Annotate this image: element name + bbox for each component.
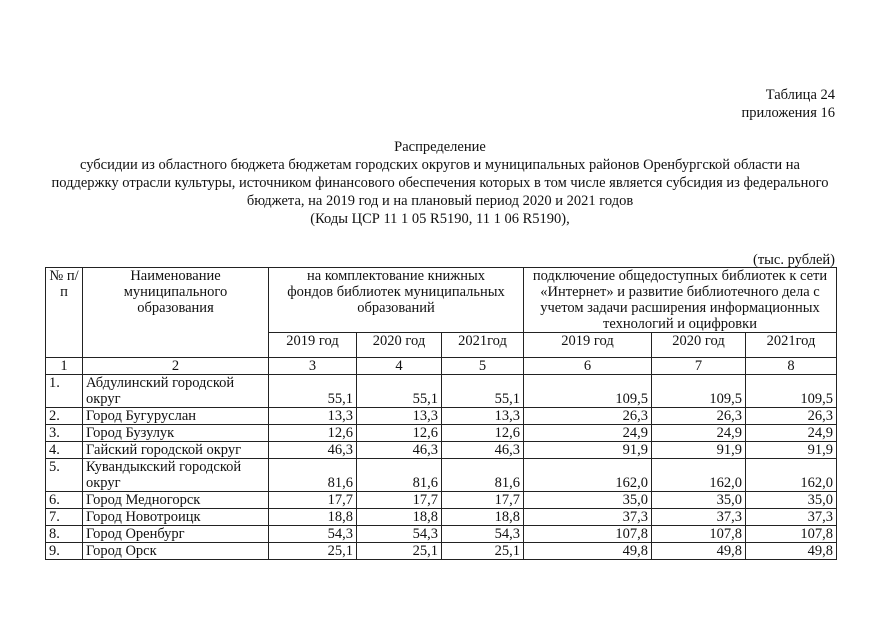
row-number: 1. <box>46 375 83 408</box>
amount-cell: 13,3 <box>269 408 357 425</box>
amount-cell: 17,7 <box>442 492 524 509</box>
row-number: 6. <box>46 492 83 509</box>
amount-cell: 49,8 <box>524 543 652 560</box>
amount-cell: 91,9 <box>746 442 837 459</box>
table-row <box>46 375 837 408</box>
year-header: 2020 год <box>652 333 746 358</box>
amount-cell: 49,8 <box>746 543 837 560</box>
amount-cell: 24,9 <box>652 425 746 442</box>
amount-cell: 25,1 <box>269 543 357 560</box>
column-number: 7 <box>652 358 746 375</box>
row-number: 5. <box>46 459 83 492</box>
amount-cell: 18,8 <box>442 509 524 526</box>
header-book-funds: на комплектование книжных фондов библиотек муниципальных образований <box>269 268 524 333</box>
amount-cell: 26,3 <box>524 408 652 425</box>
table-row <box>46 442 837 459</box>
amount-cell: 54,3 <box>442 526 524 543</box>
table-row <box>46 526 837 543</box>
amount-cell: 91,9 <box>524 442 652 459</box>
amount-cell: 26,3 <box>652 408 746 425</box>
row-number: 3. <box>46 425 83 442</box>
column-number: 3 <box>269 358 357 375</box>
table-number: Таблица 24 <box>765 87 835 103</box>
municipality-name: Город Орск <box>83 543 269 560</box>
amount-cell: 107,8 <box>524 526 652 543</box>
amount-cell: 54,3 <box>357 526 442 543</box>
amount-cell: 46,3 <box>442 442 524 459</box>
amount-cell: 109,5 <box>746 375 837 408</box>
table-body <box>46 375 837 560</box>
municipality-name: Абдулинский городской округ <box>83 375 269 408</box>
title-codes: (Коды ЦСР 11 1 05 R5190, 11 1 06 R5190), <box>310 211 570 227</box>
amount-cell: 55,1 <box>269 375 357 408</box>
table-row <box>46 543 837 560</box>
amount-cell: 26,3 <box>746 408 837 425</box>
municipality-name: Кувандыкский городской округ <box>83 459 269 492</box>
row-number: 8. <box>46 526 83 543</box>
header-number: № п/п <box>46 268 83 358</box>
column-number: 5 <box>442 358 524 375</box>
municipality-name: Гайский городской округ <box>83 442 269 459</box>
year-header: 2021год <box>442 333 524 358</box>
appendix-number: приложения 16 <box>741 105 835 121</box>
amount-cell: 17,7 <box>357 492 442 509</box>
amount-cell: 12,6 <box>357 425 442 442</box>
column-number: 4 <box>357 358 442 375</box>
amount-cell: 37,3 <box>524 509 652 526</box>
document-title <box>40 138 840 228</box>
year-header: 2019 год <box>524 333 652 358</box>
amount-cell: 24,9 <box>524 425 652 442</box>
year-header: 2019 год <box>269 333 357 358</box>
amount-cell: 46,3 <box>357 442 442 459</box>
amount-cell: 18,8 <box>269 509 357 526</box>
year-header: 2020 год <box>357 333 442 358</box>
amount-cell: 107,8 <box>746 526 837 543</box>
amount-cell: 35,0 <box>652 492 746 509</box>
amount-cell: 81,6 <box>357 459 442 492</box>
amount-cell: 109,5 <box>652 375 746 408</box>
amount-cell: 25,1 <box>442 543 524 560</box>
header-internet: подключение общедоступных библиотек к сети «Интернет» и развитие библиотечного дела с учетом задачи расширения информационных технологий и оцифровки <box>524 268 837 333</box>
amount-cell: 37,3 <box>652 509 746 526</box>
municipality-name: Город Медногорск <box>83 492 269 509</box>
amount-cell: 162,0 <box>524 459 652 492</box>
amount-cell: 107,8 <box>652 526 746 543</box>
column-number: 6 <box>524 358 652 375</box>
amount-cell: 162,0 <box>652 459 746 492</box>
header-row <box>46 268 837 333</box>
amount-cell: 109,5 <box>524 375 652 408</box>
amount-cell: 24,9 <box>746 425 837 442</box>
title-heading: Распределение <box>394 139 486 155</box>
title-body: субсидии из областного бюджета бюджетам городских округов и муниципальных районов Оренбургской области на поддержку отрасли культуры, источником финансового обеспечения которых в том числе является субсидия из федерального бюджета, на 2019 год и на плановый период 2020 и 2021 годов <box>51 157 829 209</box>
table-row <box>46 425 837 442</box>
municipality-name: Город Оренбург <box>83 526 269 543</box>
row-number: 2. <box>46 408 83 425</box>
amount-cell: 91,9 <box>652 442 746 459</box>
header-municipality: Наименование муниципального образования <box>83 268 269 358</box>
amount-cell: 54,3 <box>269 526 357 543</box>
row-number: 7. <box>46 509 83 526</box>
table-row <box>46 492 837 509</box>
amount-cell: 37,3 <box>746 509 837 526</box>
year-header: 2021год <box>746 333 837 358</box>
row-number: 4. <box>46 442 83 459</box>
subsidy-table <box>45 267 837 560</box>
column-number: 1 <box>46 358 83 375</box>
table-row <box>46 408 837 425</box>
amount-cell: 12,6 <box>442 425 524 442</box>
municipality-name: Город Новотроицк <box>83 509 269 526</box>
amount-cell: 81,6 <box>269 459 357 492</box>
table-row <box>46 509 837 526</box>
amount-cell: 35,0 <box>746 492 837 509</box>
table-annex-label <box>742 86 835 122</box>
amount-cell: 49,8 <box>652 543 746 560</box>
amount-cell: 13,3 <box>442 408 524 425</box>
amount-cell: 12,6 <box>269 425 357 442</box>
amount-cell: 162,0 <box>746 459 837 492</box>
unit-label: (тыс. рублей) <box>753 252 835 268</box>
municipality-name: Город Бузулук <box>83 425 269 442</box>
amount-cell: 55,1 <box>442 375 524 408</box>
amount-cell: 13,3 <box>357 408 442 425</box>
amount-cell: 25,1 <box>357 543 442 560</box>
amount-cell: 55,1 <box>357 375 442 408</box>
row-number: 9. <box>46 543 83 560</box>
amount-cell: 46,3 <box>269 442 357 459</box>
amount-cell: 35,0 <box>524 492 652 509</box>
amount-cell: 18,8 <box>357 509 442 526</box>
column-number: 2 <box>83 358 269 375</box>
amount-cell: 81,6 <box>442 459 524 492</box>
municipality-name: Город Бугуруслан <box>83 408 269 425</box>
column-number: 8 <box>746 358 837 375</box>
amount-cell: 17,7 <box>269 492 357 509</box>
column-number-row <box>46 358 837 375</box>
table-row <box>46 459 837 492</box>
